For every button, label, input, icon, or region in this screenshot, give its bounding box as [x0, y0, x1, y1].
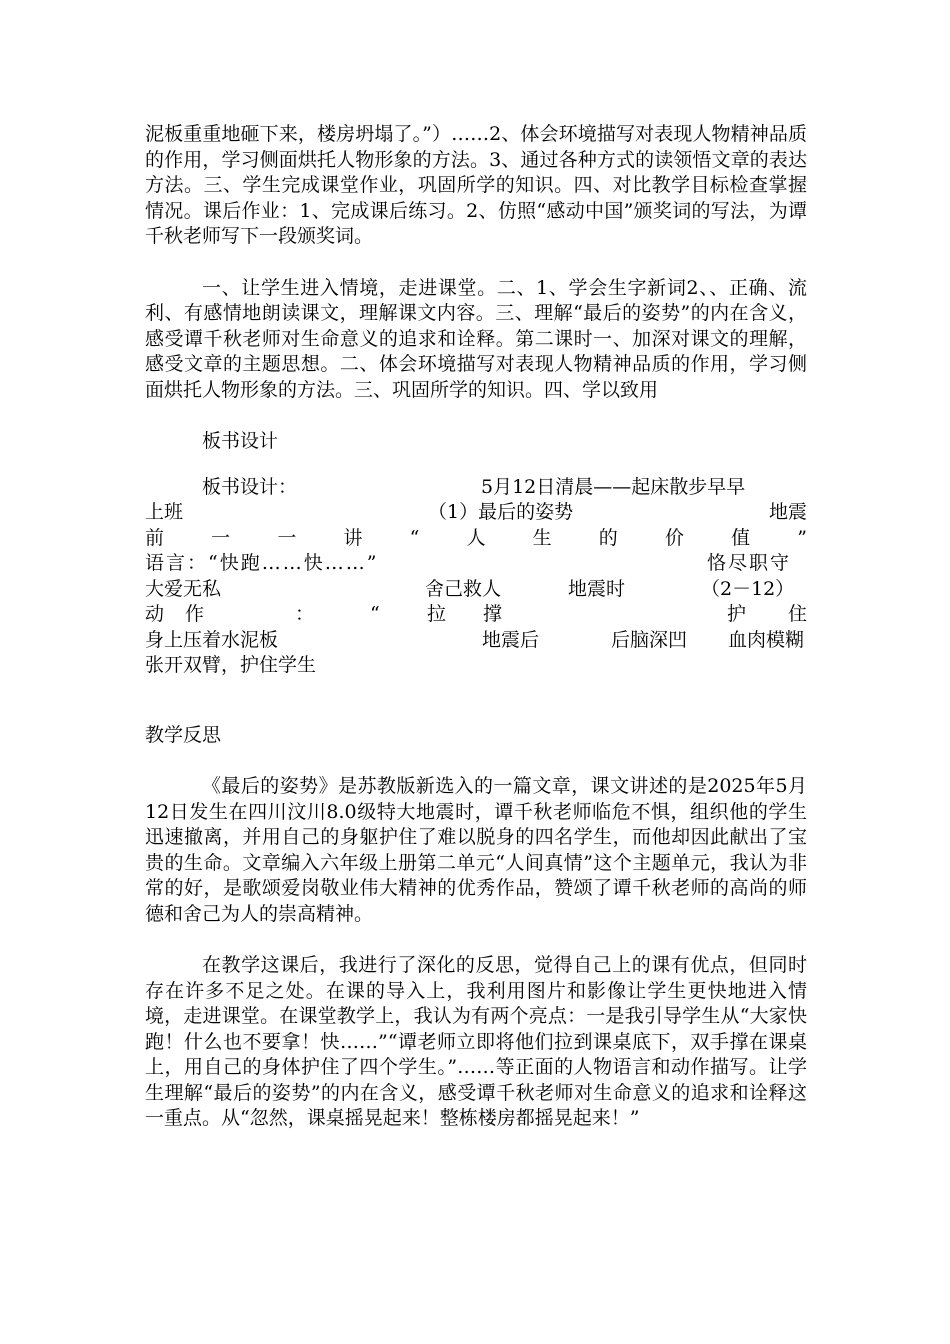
- board-arms: 张开双臂，护住学生: [145, 654, 317, 676]
- paragraph-teaching-goals: 一、让学生进入情境，走进课堂。二、1、学会生字新词2、、正确、流利、有感情地朗读课文，理解课文内容。三、理解“最后的姿势”的内在含义，感受谭千秋老师对生命意义的追求和诠释。第二课时一、加深对课文的理解，感受文章的主题思想。二、体会环境描写对表现人物精神品质的作用，学习侧面烘托人物形象的方法。三、巩固所学的知识。四、学以致用: [145, 276, 807, 401]
- board-design-block: [145, 475, 807, 679]
- board-line-2: [145, 500, 807, 526]
- heading-board-design: 板书设计: [202, 430, 279, 452]
- board-body: 身上压着水泥板: [145, 628, 279, 651]
- board-before-char: 的: [598, 526, 618, 549]
- board-protect-1: 护: [727, 603, 747, 625]
- board-after: 地震后: [482, 628, 540, 651]
- heading-teaching-reflection: 教学反思: [145, 723, 222, 746]
- board-before-char: 值: [731, 526, 751, 549]
- board-line-8: [145, 653, 807, 679]
- board-morning: 5月12日清晨——起床散步早早: [481, 475, 746, 498]
- board-lesson-title: （1）最后的姿势: [428, 501, 574, 523]
- board-blood: 血肉模糊: [728, 628, 805, 651]
- board-love: 大爱无私: [145, 577, 222, 600]
- board-during: 地震时: [568, 577, 626, 600]
- board-action-2: 作: [185, 603, 205, 625]
- board-line-7: [145, 628, 807, 654]
- board-protect-2: 住: [788, 603, 808, 625]
- board-before-char: 前: [145, 526, 165, 549]
- board-before-char: “: [409, 526, 420, 549]
- board-action-4: “: [370, 603, 380, 625]
- board-before-row: [145, 526, 807, 552]
- paragraph-lesson-continuation: 泥板重重地砸下来，楼房坍塌了。”）……2、体会环境描写对表现人物精神品质的作用，学习侧面烘托人物形象的方法。3、通过各种方式的读领悟文章的表达方法。三、学生完成课堂作业，巩固所学的知识。四、对比教学目标检查掌握情况。课后作业：1、完成课后练习。2、仿照“感动中国”颁奖词的写法，为谭千秋老师写下一段颁奖词。: [145, 123, 807, 247]
- board-line-6: [145, 602, 807, 628]
- board-action-3: ：: [295, 603, 315, 625]
- board-go-work: 上班: [145, 501, 184, 523]
- board-before-char: 生: [532, 526, 552, 549]
- board-before-char: 一: [277, 526, 297, 549]
- board-quake: 地震: [769, 501, 808, 523]
- board-line-5: [145, 577, 807, 603]
- document-page: [145, 122, 807, 1132]
- board-line-4: [145, 551, 807, 577]
- board-head: 后脑深凹: [611, 628, 688, 651]
- board-label: 板书设计：: [202, 475, 298, 498]
- board-before-char: 一: [211, 526, 231, 549]
- board-speech: 语言：“快跑……快……”: [145, 552, 379, 574]
- paragraph-reflection-intro: 《最后的姿势》是苏教版新选入的一篇文章，课文讲述的是2025年5月12日发生在四川汶川8.0级特大地震时，谭千秋老师临危不惧，组织他的学生迅速撤离，并用自己的身躯护住了难以脱身的四名学生，而他却因此献出了宝贵的生命。文章编入六年级上册第二单元“人间真情”这个主题单元，我认为非常的好，是歌颂爱岗敬业伟大精神的优秀作品，赞颂了谭千秋老师的高尚的师德和舍己为人的崇高精神。: [145, 775, 807, 925]
- board-sacrifice: 舍己救人: [425, 577, 502, 600]
- board-line-3: [145, 526, 807, 552]
- board-action-6: 撑: [483, 603, 503, 625]
- board-action-1: 动: [145, 603, 165, 625]
- board-before-char: ”: [797, 526, 807, 549]
- board-line-1: [145, 475, 807, 501]
- board-duty: 恪尽职守: [707, 552, 792, 574]
- board-action-5: 拉: [427, 603, 447, 625]
- paragraph-reflection-detail: 在教学这课后，我进行了深化的反思，觉得自己上的课有优点，但同时存在许多不足之处。在课的导入上，我利用图片和影像让学生更快地进入情境，走进课堂。在课堂教学上，我认为有两个亮点：一是我引导学生从“大家快跑！什么也不要拿！快……”“谭老师立即将他们拉到课桌底下，双手撑在课桌上，用自己的身体护住了四个学生。”……等正面的人物语言和动作描写。让学生理解“最后的姿势”的内在含义，感受谭千秋老师对生命意义的追求和诠释这一重点。从“忽然，课桌摇晃起来！整栋楼房都摇晃起来！”: [145, 954, 807, 1129]
- board-before-char: 人: [466, 526, 486, 549]
- board-before-char: 价: [664, 526, 684, 549]
- board-pages: （2－12）: [701, 577, 795, 600]
- board-before-char: 讲: [343, 526, 363, 549]
